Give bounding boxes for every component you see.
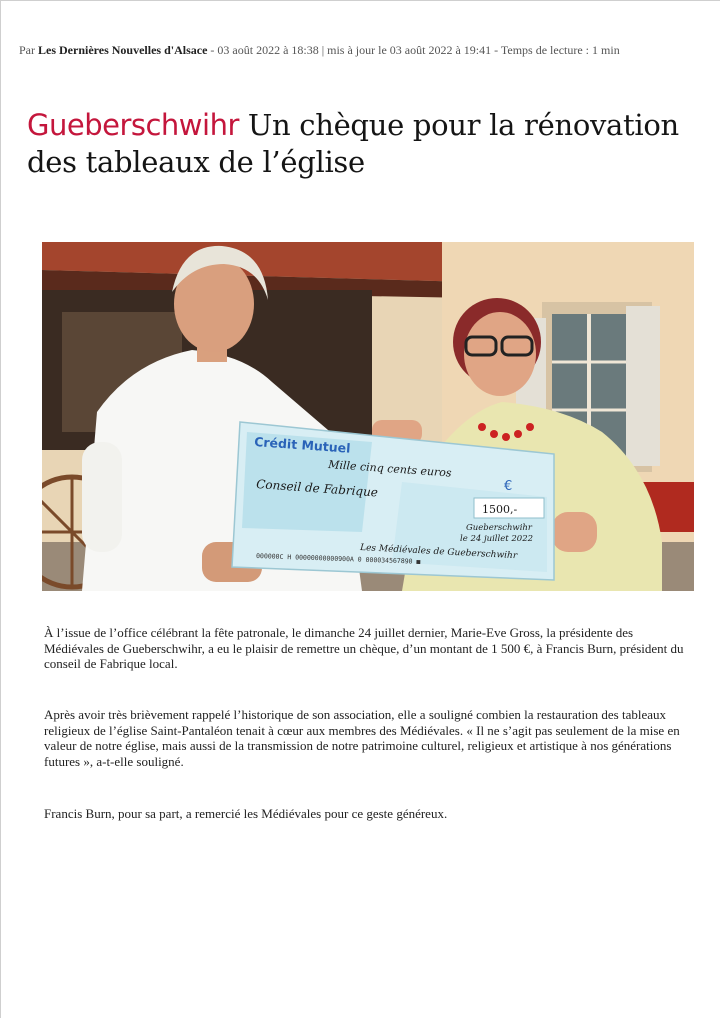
byline bbox=[19, 43, 709, 58]
cheque-amount-figure: 1500,- bbox=[482, 503, 518, 516]
cheque-drawer: Les Médiévales de Gueberschwihr bbox=[359, 543, 518, 562]
article-photo bbox=[42, 242, 694, 591]
byline-prefix: Par bbox=[19, 43, 35, 57]
headline-title: Un chèque pour la rénovation des tableaux de l’église bbox=[27, 108, 679, 179]
cheque-bank: Crédit Mutuel bbox=[253, 434, 351, 456]
cheque-date: le 24 juillet 2022 bbox=[460, 534, 534, 544]
byline-meta: - 03 août 2022 à 18:38 | mis à jour le 03 août 2022 à 19:41 - Temps de lecture : 1 min bbox=[210, 43, 620, 57]
paragraph-3: Francis Burn, pour sa part, a remercié les Médiévales pour ce geste généreux. bbox=[44, 806, 448, 821]
cheque-code-line: 000000C H 00000000000900A 0 000034567890 ■ bbox=[255, 552, 421, 566]
paragraph-2: Après avoir très brièvement rappelé l’historique de son association, elle a souligné combien la restauration des tableaux religieux de l’église Saint-Pantaléon tenait à cœur aux membres des Médiévales. « Il ne s’agit pas seulement de la mise en valeur de notre église, mais aussi de la transmission de notre patrimoine culturel, religieux et artistique à nos générations futures », a-t-elle souligné. bbox=[44, 707, 680, 769]
paragraph-1: À l’issue de l’office célébrant la fête patronale, le dimanche 24 juillet dernier, Marie-Eve Gross, la présidente des Médiévales de Gueberschwihr, a eu le plaisir de remettre un chèque, d’un montant de 1 500 €, à Francis Burn, président du conseil de Fabrique local. bbox=[44, 625, 684, 671]
cheque-place: Gueberschwihr bbox=[466, 523, 532, 533]
euro-icon: € bbox=[504, 479, 513, 494]
cheque-amount-words: Mille cinq cents euros bbox=[327, 458, 452, 480]
source-name[interactable]: Les Dernières Nouvelles d'Alsace bbox=[38, 43, 208, 57]
cheque-payee: Conseil de Fabrique bbox=[255, 477, 379, 500]
headline-locality: Gueberschwihr bbox=[27, 108, 239, 142]
headline bbox=[27, 107, 697, 181]
